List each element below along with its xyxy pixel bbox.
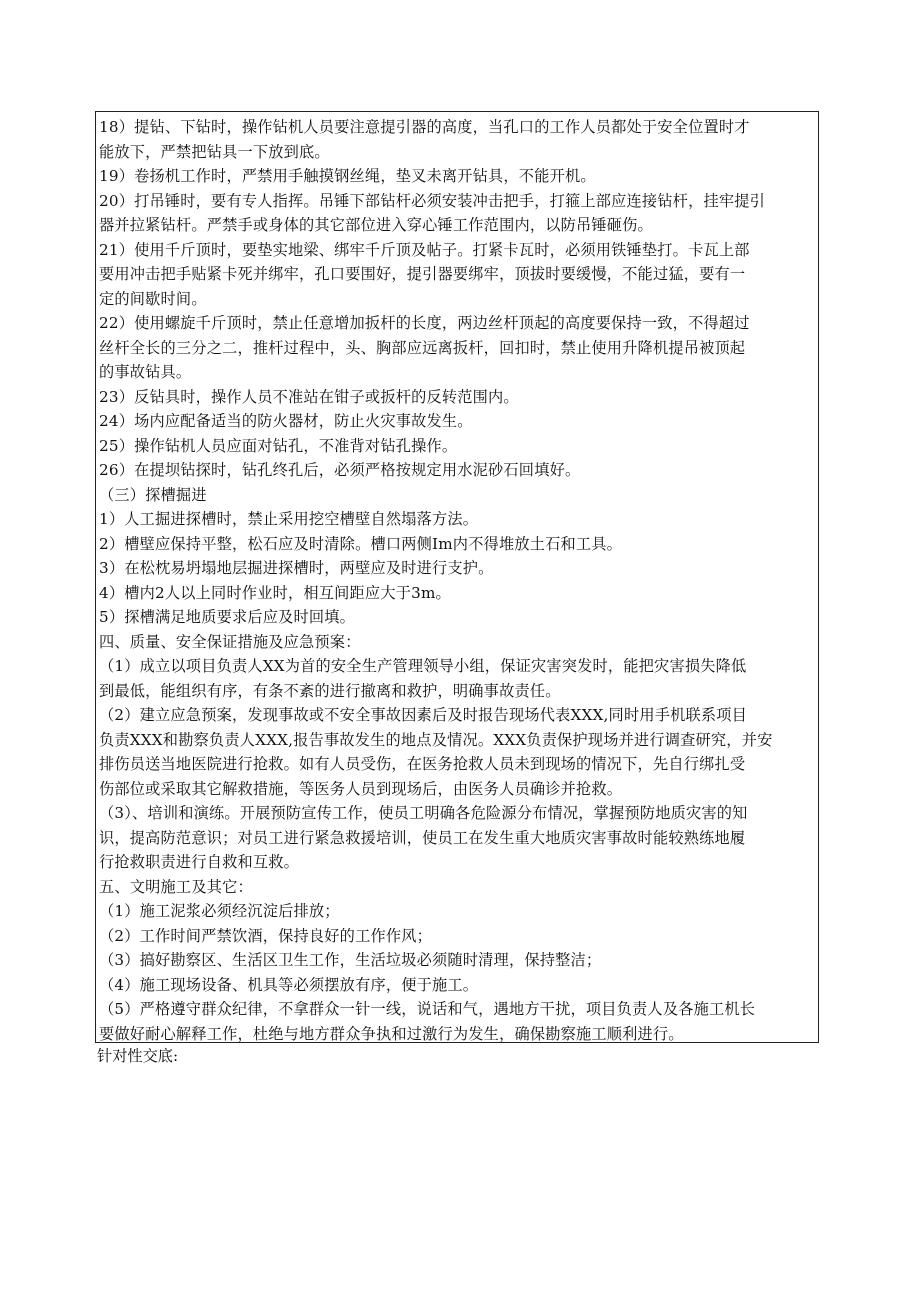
document-text-line: 排伤员送当地医院进行抢救。如有人员受伤，在医务抢救人员未到现场的情况下，先自行绑扎受 xyxy=(99,755,746,773)
document-text-line: （三）探槽掘进 xyxy=(99,485,207,504)
document-text-line: 20）打吊锤时，要有专人指挥。吊锤下部钻杆必须安装冲击把手，打箍上部应连接钻杆，挂牢提引 xyxy=(99,191,766,210)
document-text-line: 26）在提坝钻探时，钻孔终孔后，必须严格按规定用水泥砂石回填好。 xyxy=(99,461,581,479)
document-text-line: 丝杆全长的三分之二，推杆过程中，头、胸部应远离扳杆，回扣时，禁止使用升降机提吊被顶起 xyxy=(99,338,746,357)
document-text-line: 19）卷扬机工作时，严禁用手触摸钢丝绳，垫叉未离开钻具，不能开机。 xyxy=(99,167,596,185)
document-text-line: （1）成立以项目负责人XX为首的安全生产管理领导小组，保证灾害突发时，能把灾害损失降低 xyxy=(99,657,747,675)
document-text-line: （2）工作时间严禁饮酒，保持良好的工作作风； xyxy=(99,926,433,945)
document-text-line: 负责XXX和勘察负责人XXX,报告事故发生的地点及情况。XXX负责保护现场并进行调查研究，并安 xyxy=(99,730,773,749)
document-text-line: 23）反钻具时，操作人员不准站在钳子或扳杆的反转范围内。 xyxy=(99,387,519,406)
document-text-line: （4）施工现场设备、机具等必须摆放有序，便于施工。 xyxy=(99,975,479,994)
document-text-line: 5）探槽满足地质要求后应及时回填。 xyxy=(99,608,356,626)
document-text-line: 四、质量、安全保证措施及应急预案： xyxy=(99,632,361,651)
document-text-line: 24）场内应配备适当的防火器材，防止火灾事故发生。 xyxy=(99,412,473,430)
document-text-line: 五、文明施工及其它： xyxy=(99,877,253,896)
document-text-line: 伤部位或采取其它解救措施，等医务人员到现场后，由医务人员确诊并抢救。 xyxy=(99,779,623,798)
document-text-line: 21）使用千斤顶时，要垫实地梁、绑牢千斤顶及帖子。打紧卡瓦时，必须用铁锤垫打。卡瓦上部 xyxy=(99,240,750,259)
document-text-line: 18）提钻、下钻时，操作钻机人员要注意提引器的高度，当孔口的工作人员都处于安全位置时才 xyxy=(99,118,750,136)
targeted-briefing-label: 针对性交底: xyxy=(97,1047,179,1065)
document-text-line: 4）槽内2人以上同时作业时，相互间距应大于3m。 xyxy=(99,583,451,602)
document-text-line: （3）搞好勘察区、生活区卫生工作，生活垃圾必须随时清理，保持整洁； xyxy=(99,951,602,969)
document-text-line: 1）人工掘进探槽时，禁止采用挖空槽壁自然塌落方法。 xyxy=(99,510,479,528)
document-text-line: 3）在松枕易坍塌地层掘进探槽时，两壁应及时进行支护。 xyxy=(99,559,494,577)
document-text-line: （1）施工泥浆必须经沉淀后排放； xyxy=(99,902,340,920)
document-text-line: 的事故钻具。 xyxy=(99,363,192,381)
document-text-line: 行抢救职责进行自救和互救。 xyxy=(99,853,300,871)
document-text-line: 25）操作钻机人员应面对钻孔，不准背对钻孔操作。 xyxy=(99,436,458,455)
document-text-line: 定的间歇时间。 xyxy=(99,289,207,308)
document-text-line: （3）、培训和演练。开展预防宣传工作，使员工明确各危险源分布情况，掌握预防地质灾害的知 xyxy=(99,804,748,822)
document-text-line: （5）严格遵守群众纪律，不拿群众一针一线，说话和气，遇地方干扰，项目负责人及各施工机长 xyxy=(99,1000,756,1018)
document-content-box xyxy=(95,111,819,1043)
document-text-line: （2）建立应急预案，发现事故或不安全事故因素后及时报告现场代表XXX,同时用手机联系项目 xyxy=(99,706,748,724)
document-text-line: 识，提高防范意识；对员工进行紧急救援培训，使员工在发生重大地质灾害事故时能较熟练地履 xyxy=(99,828,746,847)
document-text-line: 要做好耐心解释工作，杜绝与地方群众争执和过激行为发生，确保勘察施工顺利进行。 xyxy=(99,1024,684,1043)
document-text-line: 器并拉紧钻杆。严禁手或身体的其它部位进入穿心锤工作范围内，以防吊锤砸伤。 xyxy=(99,216,653,234)
document-text-line: 22）使用螺旋千斤顶时，禁止任意增加扳杆的长度，两边丝杆顶起的高度要保持一致，不得超过 xyxy=(99,314,750,332)
document-text-line: 到最低，能组织有序，有条不紊的进行撤离和救护，明确事故责任。 xyxy=(99,681,561,700)
document-text-line: 能放下，严禁把钻具一下放到底。 xyxy=(99,142,330,161)
document-text-line: 要用冲击把手贴紧卡死并绑牢，孔口要围好，提引器要绑牢，顶拔时要缓慢，不能过猛，要有一 xyxy=(99,265,746,283)
document-text-line: 2）槽壁应保持平整，松石应及时清除。槽口两侧Im内不得堆放土石和工具。 xyxy=(99,534,623,553)
